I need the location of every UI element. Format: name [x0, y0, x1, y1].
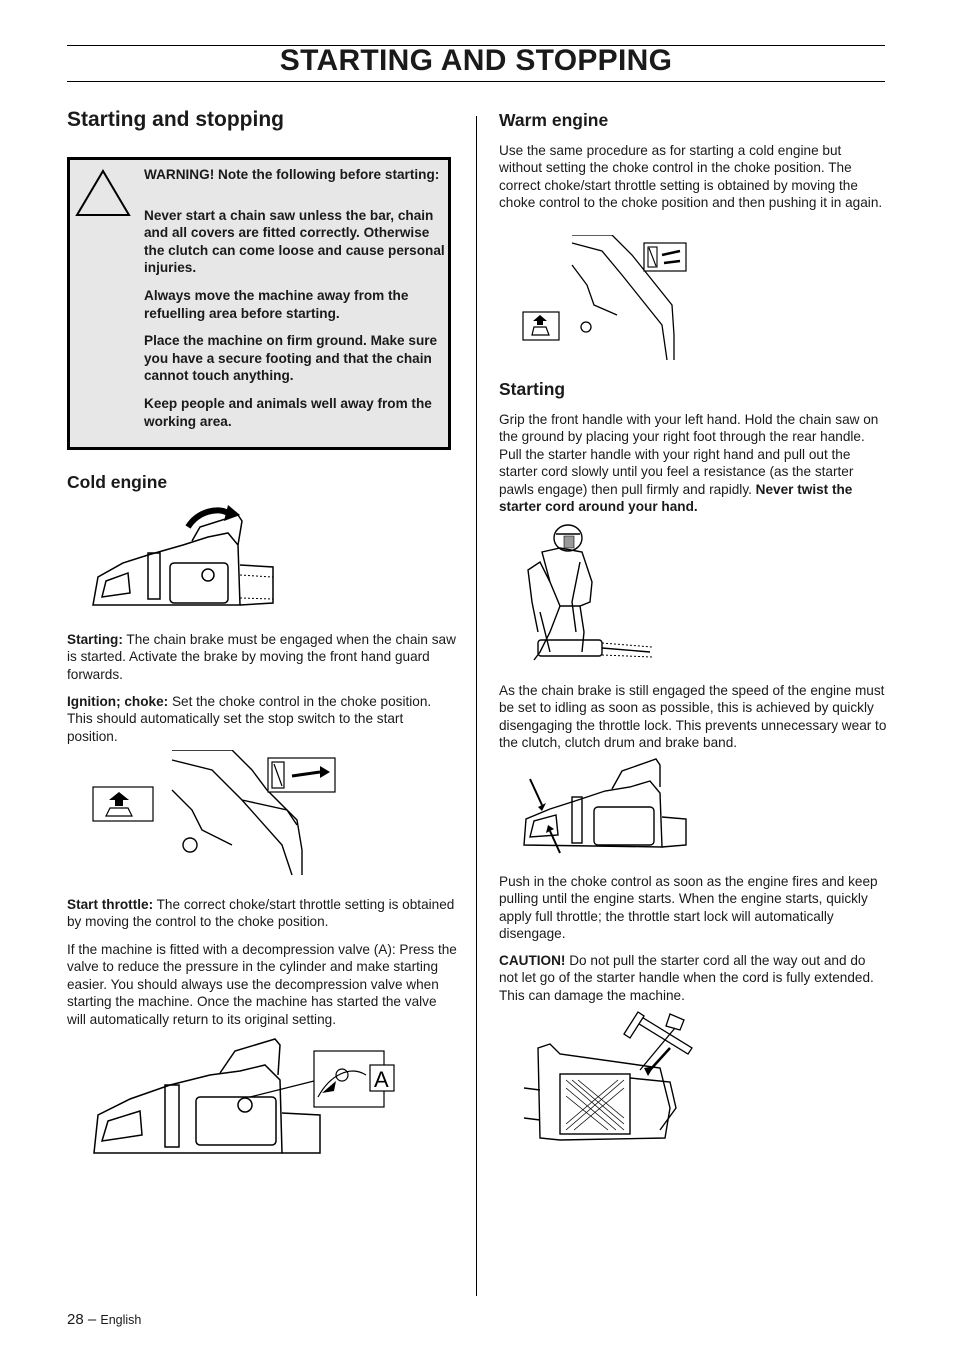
caution-paragraph [499, 952, 887, 1004]
warning-text [144, 166, 448, 440]
ignition-label: Ignition; choke: [67, 694, 169, 709]
header-rule-bottom [67, 81, 885, 82]
starting-paragraph [67, 631, 457, 683]
caution-text: Do not pull the starter cord all the way out and do not let go of the starter handle when the cord is fully extended. This can damage the machine. [499, 953, 874, 1003]
page-title: STARTING AND STOPPING [279, 44, 673, 77]
ignition-text: Set the choke control in the choke position. This should automatically set the stop switch to the start position. [67, 694, 432, 744]
throttle-lock-illustration [520, 757, 688, 857]
column-divider [476, 116, 477, 1296]
starting-label: Starting: [67, 632, 123, 647]
warning-item: Never start a chain saw unless the bar, chain and all covers are fitted correctly. Otherwise the clutch can come loose and cause personal injuries. [144, 207, 445, 276]
decompression-paragraph: If the machine is fitted with a decompression valve (A): Press the valve to reduce the pressure in the cylinder and make starting easier. You should always use the decompression valve when starting the machine. Once the machine has started the valve will automatically return to its original setting. [67, 942, 457, 1027]
warning-box [67, 157, 451, 450]
starting-warning-text: Never twist the starter cord around your hand. [499, 481, 853, 515]
cold-engine-heading: Cold engine [67, 472, 168, 492]
starting-procedure-text: Grip the front handle with your left hand. Hold the chain saw on the ground by placing your right foot through the rear handle. Pull the starter handle with your right hand and pull out the starter cord slowly until you feel a resistance (as the starter pawls engage) then pull firmly and rapidly. [499, 412, 879, 497]
warning-item: Keep people and animals well away from the working area. [144, 395, 432, 429]
warning-intro: WARNING! Note the following before starting: [144, 167, 440, 182]
throttle-paragraph [67, 896, 457, 931]
starting-text: The chain brake must be engaged when the chain saw is started. Activate the brake by moving the front hand guard forwards. [67, 632, 456, 682]
starting-heading: Starting [499, 379, 566, 399]
warning-item: Always move the machine away from the refuelling area before starting. [144, 287, 409, 321]
throttle-text: The correct choke/start throttle setting is obtained by moving the control to the choke position. [67, 897, 455, 930]
footer-dash: – [83, 1311, 101, 1328]
warning-triangle-icon [74, 168, 132, 218]
person-starting-saw-illustration [520, 522, 655, 664]
warning-item: Place the machine on firm ground. Make sure you have a secure footing and that the chain cannot touch anything. [144, 333, 438, 384]
decompression-valve-illustration [90, 1035, 395, 1165]
page-number: 28 [67, 1311, 84, 1328]
caution-label: CAUTION! [499, 953, 566, 968]
warm-engine-choke-illustration [522, 235, 690, 361]
throttle-label: Start throttle: [67, 897, 154, 912]
warm-engine-heading: Warm engine [499, 110, 609, 130]
section-heading: Starting and stopping [67, 108, 284, 131]
ignition-paragraph [67, 693, 457, 745]
chainsaw-brake-illustration [88, 505, 278, 613]
callout-a: A [374, 1067, 389, 1092]
warm-engine-paragraph: Use the same procedure as for starting a cold engine but without setting the choke control in the choke position. The correct choke/start throttle setting is obtained by moving the choke control to the choke position and then pushing it in again. [499, 143, 883, 211]
footer-language: English [100, 1313, 142, 1327]
page-footer [67, 1311, 141, 1328]
starting-procedure-paragraph [499, 411, 887, 515]
chain-brake-paragraph: As the chain brake is still engaged the speed of the engine must be set to idling as soon as possible, this is achieved by quickly disengaging the throttle lock. This prevents unnecessary wear to the clutch, clutch drum and brake band. [499, 683, 887, 751]
choke-control-illustration [92, 750, 337, 878]
starter-cord-caution-illustration [520, 1008, 696, 1148]
choke-push-paragraph: Push in the choke control as soon as the engine fires and keep pulling until the engine starts. When the engine starts, quickly apply full throttle; the throttle start lock will automatically disengage. [499, 874, 878, 942]
